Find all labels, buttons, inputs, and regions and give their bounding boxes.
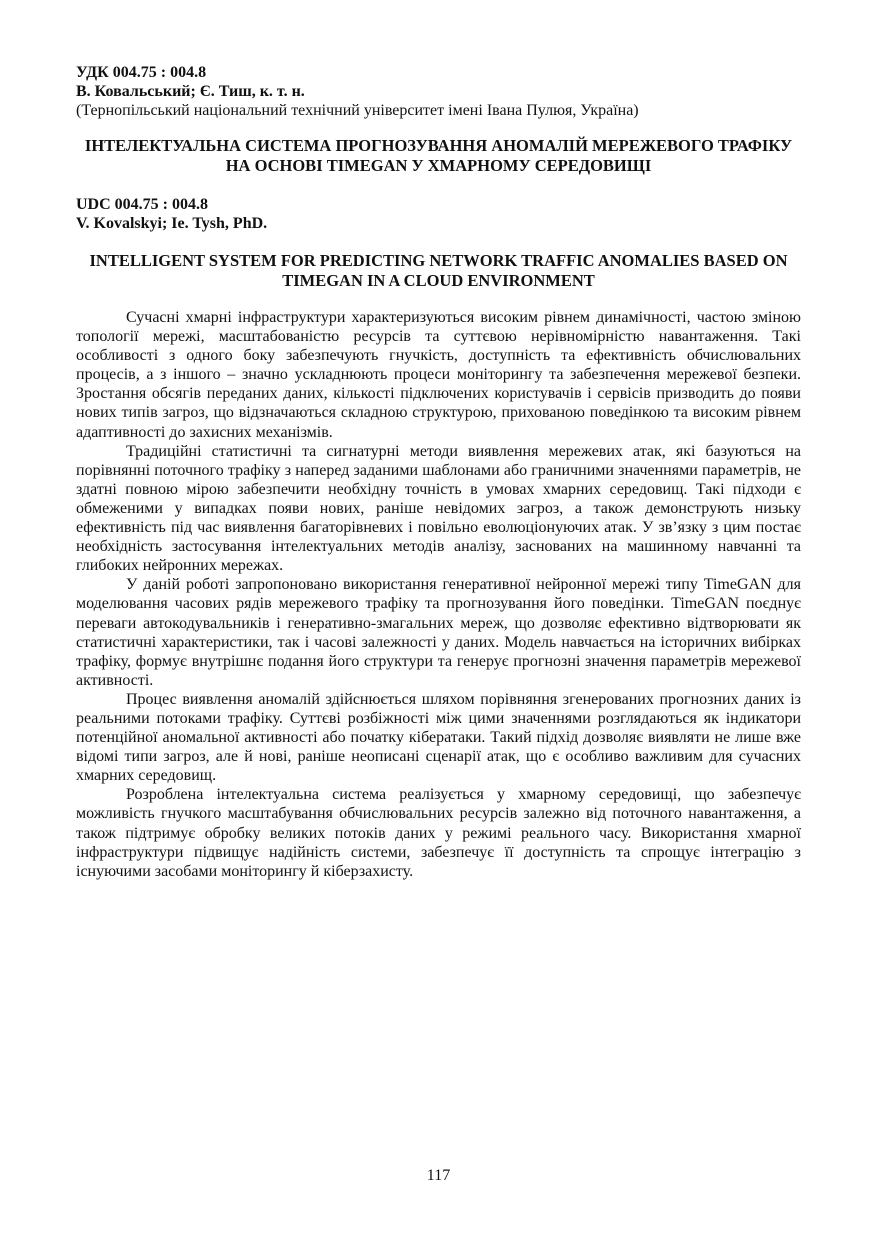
header-en (76, 195, 801, 233)
paragraph: Процес виявлення аномалій здійснюється шляхом порівняння згенерованих прогнозних даних із реальними потоками трафіку. Суттєві розбіжності між цими значеннями розглядаються як індикатори потенційної аномальної активності або початку кібератаки. Такий підхід дозволяє виявляти не лише вже відомі типи загроз, але й нові, раніше неописані сценарії атак, що є особливо важливим для сучасних хмарних середовищ. (76, 690, 801, 785)
affiliation-ua: (Тернопільський національний технічний університет імені Івана Пулюя, Україна) (76, 102, 639, 119)
paragraph: Традиційні статистичні та сигнатурні методи виявлення мережевих атак, які базуються на порівнянні поточного трафіку з наперед заданими шаблонами або граничними значеннями параметрів, не здатні повною мірою забезпечити необхідну точність в умовах хмарних середовищ. Такі підходи є обмеженими у випадках появи нових, раніше невідомих загроз, а також демонструють низьку ефективність під час виявлення багаторівневих і повільно еволюціонуючих атак. У зв’язку з цим постає необхідність застосування інтелектуальних методів аналізу, заснованих на машинному навчанні та глибоких нейронних мережах. (76, 442, 801, 575)
abstract-body (76, 308, 801, 881)
title-ua: ІНТЕЛЕКТУАЛЬНА СИСТЕМА ПРОГНОЗУВАННЯ АНОМАЛІЙ МЕРЕЖЕВОГО ТРАФІКУ НА ОСНОВІ TIMEGAN У ХМАРНОМУ СЕРЕДОВИЩІ (84, 136, 793, 175)
page-number: 117 (426, 1167, 451, 1184)
paragraph: Сучасні хмарні інфраструктури характеризуються високим рівнем динамічності, частою зміною топології мережі, масштабованістю ресурсів та суттєвою нерівномірністю навантаження. Такі особливості з одного боку забезпечують гнучкість, доступність та ефективність обчислювальних процесів, а з іншого – значно ускладнюють процеси моніторингу та забезпечення мережевої безпеки. Зростання обсягів переданих даних, кількості підключених користувачів і сервісів призводить до появи нових типів загроз, що відзначаються складною структурою, прихованою поведінкою та високим рівнем адаптивності до захисних механізмів. (76, 309, 801, 441)
authors-en: V. Kovalskyi; Ie. Tysh, PhD. (76, 215, 268, 232)
authors-ua: В. Ковальський; Є. Тиш, к. т. н. (76, 83, 305, 100)
paper-page (76, 63, 801, 881)
title-en: INTELLIGENT SYSTEM FOR PREDICTING NETWORK TRAFFIC ANOMALIES BASED ON TIMEGAN IN A CLOUD ENVIRONMENT (89, 251, 788, 290)
udc-en: UDC 004.75 : 004.8 (76, 196, 208, 213)
paragraph: Розроблена інтелектуальна система реалізується у хмарному середовищі, що забезпечує можливість гнучкого масштабування обчислювальних ресурсів залежно від поточного навантаження, а також підтримує обробку великих потоків даних у режимі реального часу. Використання хмарної інфраструктури підвищує надійність системи, забезпечує її доступність та спрощує інтеграцію з існуючими засобами моніторингу й кіберзахисту. (76, 786, 801, 880)
paragraph: У даній роботі запропоновано використання генеративної нейронної мережі типу TimeGAN для моделювання часових рядів мережевого трафіку та прогнозування його поведінки. TimeGAN поєднує переваги автокодувальників і генеративно-змагальних мереж, що дозволяє ефективно відтворювати як статистичні характеристики, так і часові залежності у даних. Модель навчається на історичних вибірках трафіку, формує внутрішнє подання його структури та генерує прогнозні значення параметрів мережевої активності. (76, 576, 801, 689)
udc-ua: УДК 004.75 : 004.8 (76, 64, 207, 81)
